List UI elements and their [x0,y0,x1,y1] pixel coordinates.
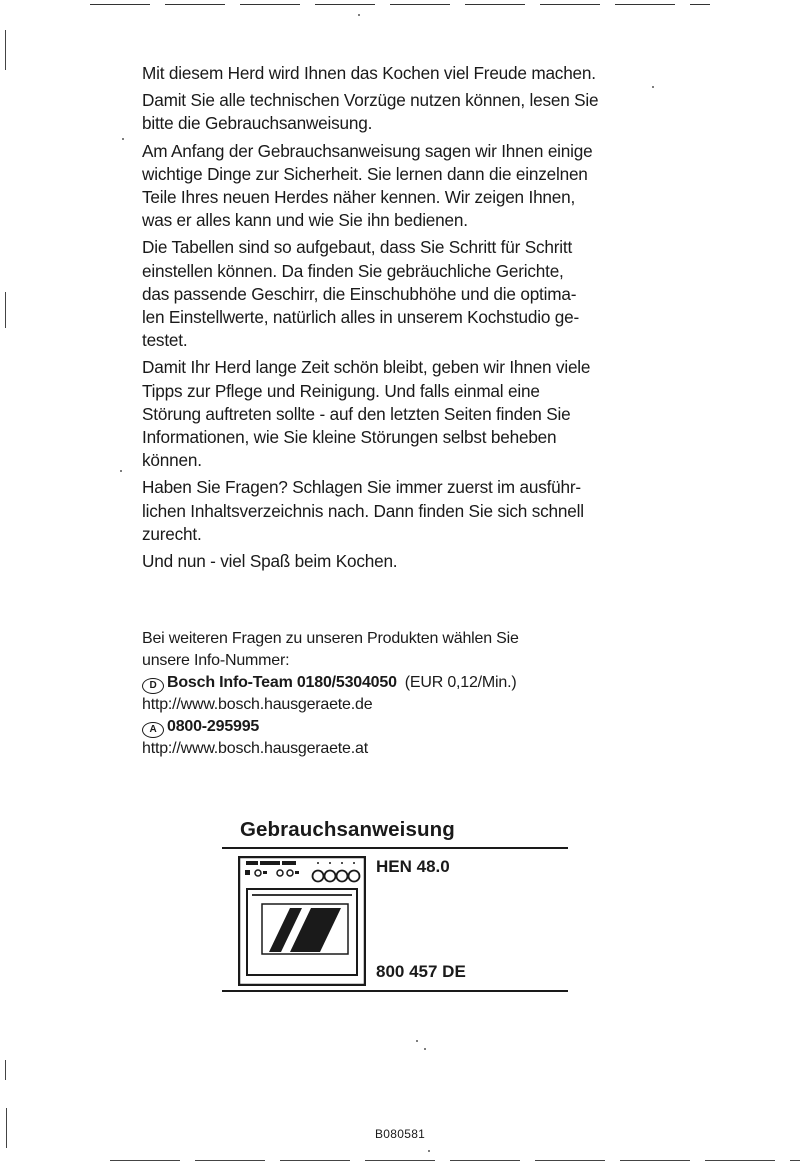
bottom-rule [222,990,568,992]
scan-edge-left-3 [5,1060,6,1080]
oven-indicator [341,862,343,864]
oven-display-3 [282,861,296,865]
scan-speck [428,1150,430,1152]
contact-at-line [142,716,662,738]
intro-paragraph-4: Die Tabellen sind so aufgebaut, dass Sie Schritt für Schritt einstellen können. Da finden Sie gebräuchliche Gerichte, das passende Geschirr, die Einschubhöhe und die optima- len Einstellwerte, natürlich alles in unserem Kochstudio ge- testet. [142,237,580,351]
scan-speck [120,470,122,472]
manual-title: Gebrauchsanweisung [240,818,455,841]
intro-paragraph-1: Mit diesem Herd wird Ihnen das Kochen viel Freude machen. [142,63,596,83]
oven-indicator [317,862,319,864]
model-number: HEN 48.0 [376,857,450,876]
country-badge-de: D [142,678,164,694]
oven-knob-small [255,870,261,876]
oven-indicator [353,862,355,864]
oven-display-2 [260,861,280,865]
oven-indicator [329,862,331,864]
scan-speck [416,1040,418,1042]
contact-de-line [142,672,662,694]
scan-speck [358,14,360,16]
at-phone: 0800-295995 [167,717,260,735]
at-url-link[interactable]: http://www.bosch.hausgeraete.at [142,739,368,757]
de-url-link[interactable]: http://www.bosch.hausgeraete.de [142,696,373,714]
scan-speck [122,138,124,140]
oven-button [295,871,299,874]
oven-button [263,871,267,874]
intro-paragraph-3: Am Anfang der Gebrauchsanweisung sagen wir Ihnen einige wichtige Dinge zur Sicherheit. Sie lernen dann die einzelnen Teile Ihres neuen Herdes näher kennen. Wir zeigen Ihnen, was er alles kann und wie Sie ihn bedienen. [142,140,593,231]
scan-edge-left-4 [6,1108,7,1148]
de-info-team: Bosch Info-Team 0180/5304050 [167,674,397,692]
intro-paragraph-5: Damit Ihr Herd lange Zeit schön bleibt, geben wir Ihnen viele Tipps zur Pflege und Reinigung. Und falls einmal eine Störung auftreten sollte - auf den letzten Seiten finden Sie Informationen, wie Sie kleine Störungen selbst beheben können. [142,357,591,471]
scan-edge-top [90,4,710,5]
intro-paragraph-2: Damit Sie alle technischen Vorzüge nutzen können, lesen Sie bitte die Gebrauchsanweisung. [142,90,599,134]
intro-paragraph-6: Haben Sie Fragen? Schlagen Sie immer zuerst im ausführ- lichen Inhaltsverzeichnis nach. Dann finden Sie sich schnell zurecht. [142,477,584,544]
scan-speck [424,1048,426,1050]
contact-intro: Bei weiteren Fragen zu unseren Produkten wählen Sie unsere Info-Nummer: [142,630,519,669]
oven-button [245,870,250,875]
document-code: B080581 [375,1127,426,1141]
oven-illustration [238,856,366,986]
de-rate: (EUR 0,12/Min.) [404,674,517,692]
country-badge-at: A [142,722,164,738]
part-number: 800 457 DE [376,962,466,981]
contact-block [142,628,662,759]
oven-knob [337,871,348,882]
oven-display-1 [246,861,258,865]
scan-edge-left-2 [5,292,6,328]
oven-knob [349,871,360,882]
intro-text [142,62,662,577]
intro-paragraph-7: Und nun - viel Spaß beim Kochen. [142,551,398,572]
oven-knob [313,871,324,882]
scan-edge-left-1 [5,30,6,70]
scan-edge-bottom [110,1160,800,1161]
oven-knob [325,871,336,882]
title-underline [222,847,568,849]
oven-knob-small [287,870,293,876]
oven-knob-small [277,870,283,876]
